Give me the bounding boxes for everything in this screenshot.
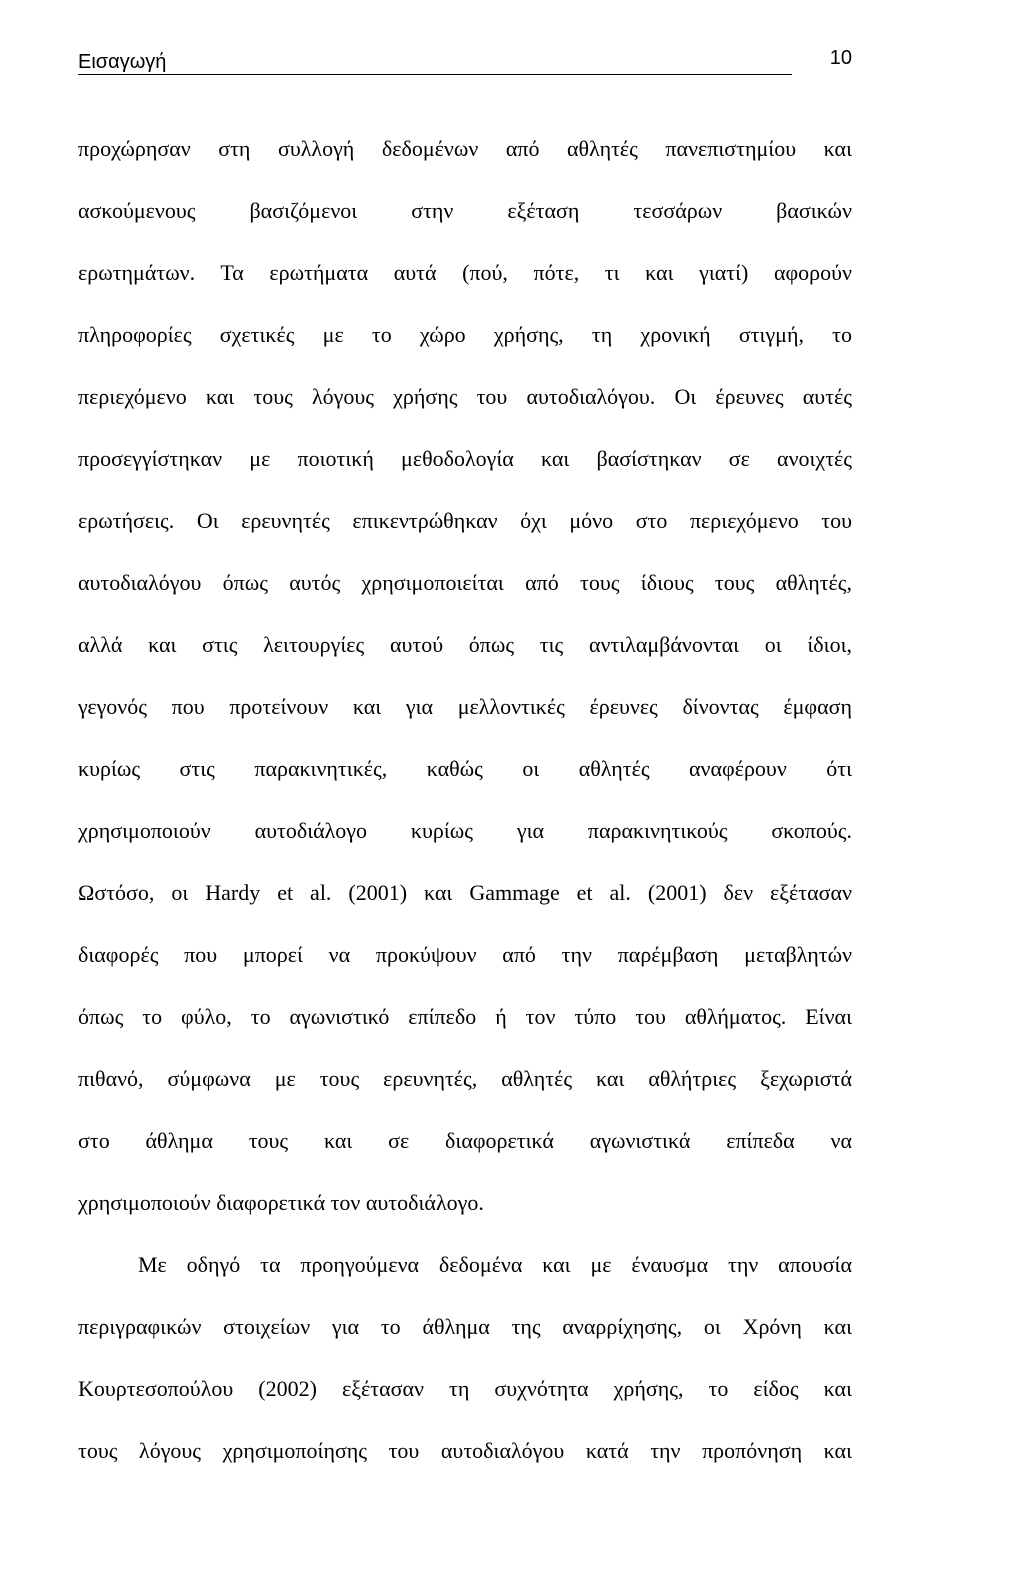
text-line: όπως το φύλο, το αγωνιστικό επίπεδο ή τον τύπο του αθλήματος. Είναι bbox=[78, 1004, 852, 1029]
text-line: ασκούμενους βασιζόμενοι στην εξέταση τεσσάρων βασικών bbox=[78, 198, 852, 223]
text-line: περιεχόμενο και τους λόγους χρήσης του αυτοδιαλόγου. Οι έρευνες αυτές bbox=[78, 384, 852, 409]
header-rule bbox=[78, 74, 792, 75]
text-line: κυρίως στις παρακινητικές, καθώς οι αθλητές αναφέρουν ότι bbox=[78, 756, 852, 781]
text-line: προσεγγίστηκαν με ποιοτική μεθοδολογία και βασίστηκαν σε ανοιχτές bbox=[78, 446, 852, 471]
text-line: Με οδηγό τα προηγούμενα δεδομένα και με έναυσμα την απουσία bbox=[138, 1252, 852, 1277]
text-line: ερωτημάτων. Τα ερωτήματα αυτά (πού, πότε, τι και γιατί) αφορούν bbox=[78, 260, 852, 285]
text-line: τους λόγους χρησιμοποίησης του αυτοδιαλόγου κατά την προπόνηση και bbox=[78, 1438, 852, 1463]
text-line: ερωτήσεις. Οι ερευνητές επικεντρώθηκαν όχι μόνο στο περιεχόμενο του bbox=[78, 508, 852, 533]
text-line: Κουρτεσοπούλου (2002) εξέτασαν τη συχνότητα χρήσης, το είδος και bbox=[78, 1376, 852, 1401]
text-line: γεγονός που προτείνουν και για μελλοντικές έρευνες δίνοντας έμφαση bbox=[78, 694, 852, 719]
text-line: Ωστόσο, οι Hardy et al. (2001) και Gammage et al. (2001) δεν εξέτασαν bbox=[78, 880, 852, 905]
text-line: περιγραφικών στοιχείων για το άθλημα της αναρρίχησης, οι Χρόνη και bbox=[78, 1314, 852, 1339]
paragraph-2 bbox=[78, 1234, 852, 1482]
header-title: Εισαγωγή bbox=[78, 51, 167, 73]
text-line: αυτοδιαλόγου όπως αυτός χρησιμοποιείται από τους ίδιους τους αθλητές, bbox=[78, 570, 852, 595]
text-line: χρησιμοποιούν αυτοδιάλογο κυρίως για παρακινητικούς σκοπούς. bbox=[78, 818, 852, 843]
text-line: πληροφορίες σχετικές με το χώρο χρήσης, τη χρονική στιγμή, το bbox=[78, 322, 852, 347]
text-line: αλλά και στις λειτουργίες αυτού όπως τις αντιλαμβάνονται οι ίδιοι, bbox=[78, 632, 852, 657]
paragraph-1 bbox=[78, 118, 852, 1234]
text-line: προχώρησαν στη συλλογή δεδομένων από αθλητές πανεπιστημίου και bbox=[78, 136, 852, 161]
text-line: διαφορές που μπορεί να προκύψουν από την παρέμβαση μεταβλητών bbox=[78, 942, 852, 967]
text-line: χρησιμοποιούν διαφορετικά τον αυτοδιάλογο. bbox=[78, 1190, 484, 1215]
page-header bbox=[78, 46, 852, 82]
text-line: πιθανό, σύμφωνα με τους ερευνητές, αθλητές και αθλήτριες ξεχωριστά bbox=[78, 1066, 852, 1091]
text-line: στο άθλημα τους και σε διαφορετικά αγωνιστικά επίπεδα να bbox=[78, 1128, 852, 1153]
page-number: 10 bbox=[829, 47, 852, 69]
body-text bbox=[78, 118, 852, 1482]
